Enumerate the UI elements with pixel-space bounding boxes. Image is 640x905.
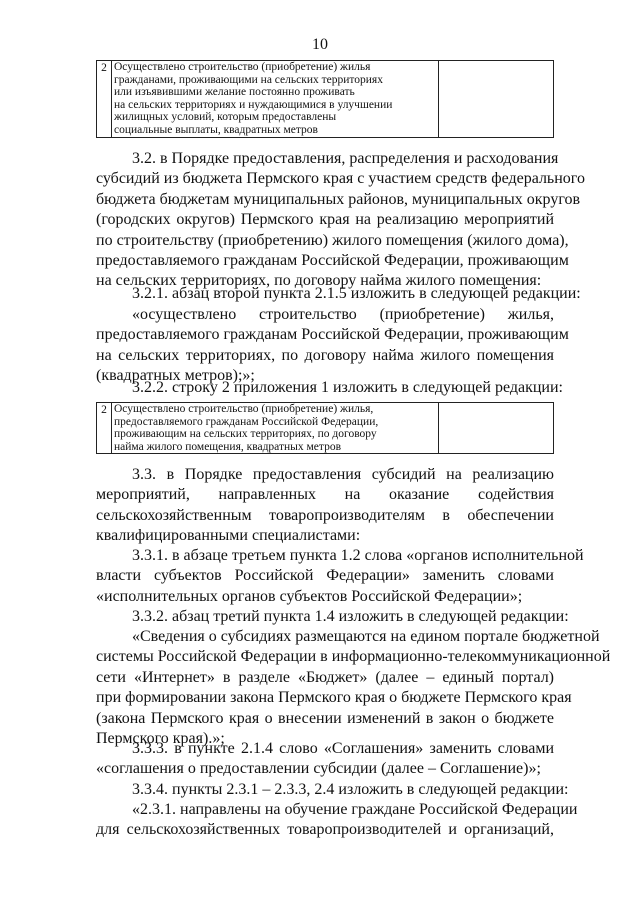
text-line: «2.3.1. направлены на обучение граждане Российской Федерации [132,801,578,818]
indicator-name-cell [112,61,439,138]
text-line: предоставляемого гражданам Российской Федерации, проживающим [96,252,569,270]
text-line: квалифицированными специалистами: [96,527,361,545]
paragraph-3-2-1: 3.2.1. абзац второй пункта 2.1.5 изложить в следующей редакции: [132,285,581,302]
cell-line: Осуществлено строительство (приобретение) жилья, [114,403,374,415]
page-number: 10 [312,36,328,53]
text-line: сети «Интернет» в разделе «Бюджет» (далее – единый портал) [96,668,554,686]
quote-3-3-2 [96,627,611,749]
text-line: 3.2. в Порядке предоставления, распределения и расходования [132,150,559,167]
text-line: сельскохозяйственным товаропроизводителям в обеспечении [96,506,554,524]
cell-line: гражданами, проживающими на сельских территориях [114,73,383,86]
quote-2-3-1 [96,800,578,841]
text-line: субсидий из бюджета Пермского края с участием средств федерального [96,170,585,188]
text-line: при формировании закона Пермского края о бюджете Пермского края [96,689,572,707]
text-line: мероприятий, направленных на оказание содействия [96,486,554,504]
quote-3-2-1 [96,305,569,387]
indicator-table-new [96,402,554,454]
cell-line: найма жилого помещения, квадратных метров [114,440,341,453]
text-line: на сельских территориях, по договору найма жилого помещения: [96,272,542,290]
row-number-cell: 2 [97,403,112,454]
text-line: 3.3.3. в пункте 2.1.4 слово «Соглашения» заменить словами [132,740,554,757]
text-line: 3.3. в Порядке предоставления субсидий на реализацию [132,466,554,483]
text-line: предоставляемого гражданам Российской Федерации, проживающим [96,326,569,344]
paragraph-3-2-2: 3.2.2. строку 2 приложения 1 изложить в следующей редакции: [132,379,563,396]
text-line: системы Российской Федерации в информационно-телекоммуникационной [96,648,611,666]
text-line: (закона Пермского края о внесении изменений в закон о бюджете [96,709,554,727]
paragraph-3-2 [96,149,585,292]
paragraph-3-3-4: 3.3.4. пункты 2.3.1 – 2.3.3, 2.4 изложить в следующей редакции: [132,781,569,798]
paragraph-3-3-3 [96,739,554,780]
paragraph-3-3-2: 3.3.2. абзац третий пункта 1.4 изложить в следующей редакции: [132,608,569,625]
text-line: «Сведения о субсидиях размещаются на едином портале бюджетной [132,628,600,645]
cell-line: Осуществлено строительство (приобретение) жилья [114,61,371,73]
text-line: (городских округов) Пермского края на реализацию мероприятий [96,211,554,229]
paragraph-3-3-1 [96,546,584,607]
table-row [97,61,554,138]
row-number-cell: 2 [97,61,112,138]
paragraph-3-3 [96,465,554,547]
cell-line: на сельских территориях и нуждающимися в улучшении [114,98,393,111]
cell-line: предоставляемого гражданам Российской Федерации, [114,415,379,428]
cell-line: или изъявившими желание постоянно проживать [114,86,355,99]
text-line: для сельскохозяйственных товаропроизводителей и организаций, [96,821,554,839]
text-line: власти субъектов Российской Федерации» заменить словами [96,567,554,585]
cell-line: жилищных условий, которым предоставлены [114,111,337,124]
table-row [97,403,554,454]
cell-line: социальные выплаты, квадратных метров [114,123,318,136]
text-line: «осуществлено строительство (приобретение) жилья, [132,306,554,323]
text-line: по строительству (приобретению) жилого помещения (жилого дома), [96,231,569,249]
indicator-name-cell [112,403,439,454]
empty-cell [439,61,554,138]
text-line: бюджета бюджетам муниципальных районов, муниципальных округов [96,190,581,208]
text-line: «соглашения о предоставлении субсидии (далее – Соглашение)»; [96,760,541,778]
empty-cell [439,403,554,454]
text-line: на сельских территориях, по договору найма жилого помещения [96,346,554,364]
text-line: 3.3.1. в абзаце третьем пункта 1.2 слова «органов исполнительной [132,547,584,564]
text-line: (квадратных метров);»; [96,367,255,385]
text-line: Пермского края).»; [96,730,225,748]
indicator-table-old [96,60,554,138]
text-line: «исполнительных органов субъектов Российской Федерации»; [96,587,523,605]
cell-line: проживающим на сельских территориях, по договору [114,428,377,441]
